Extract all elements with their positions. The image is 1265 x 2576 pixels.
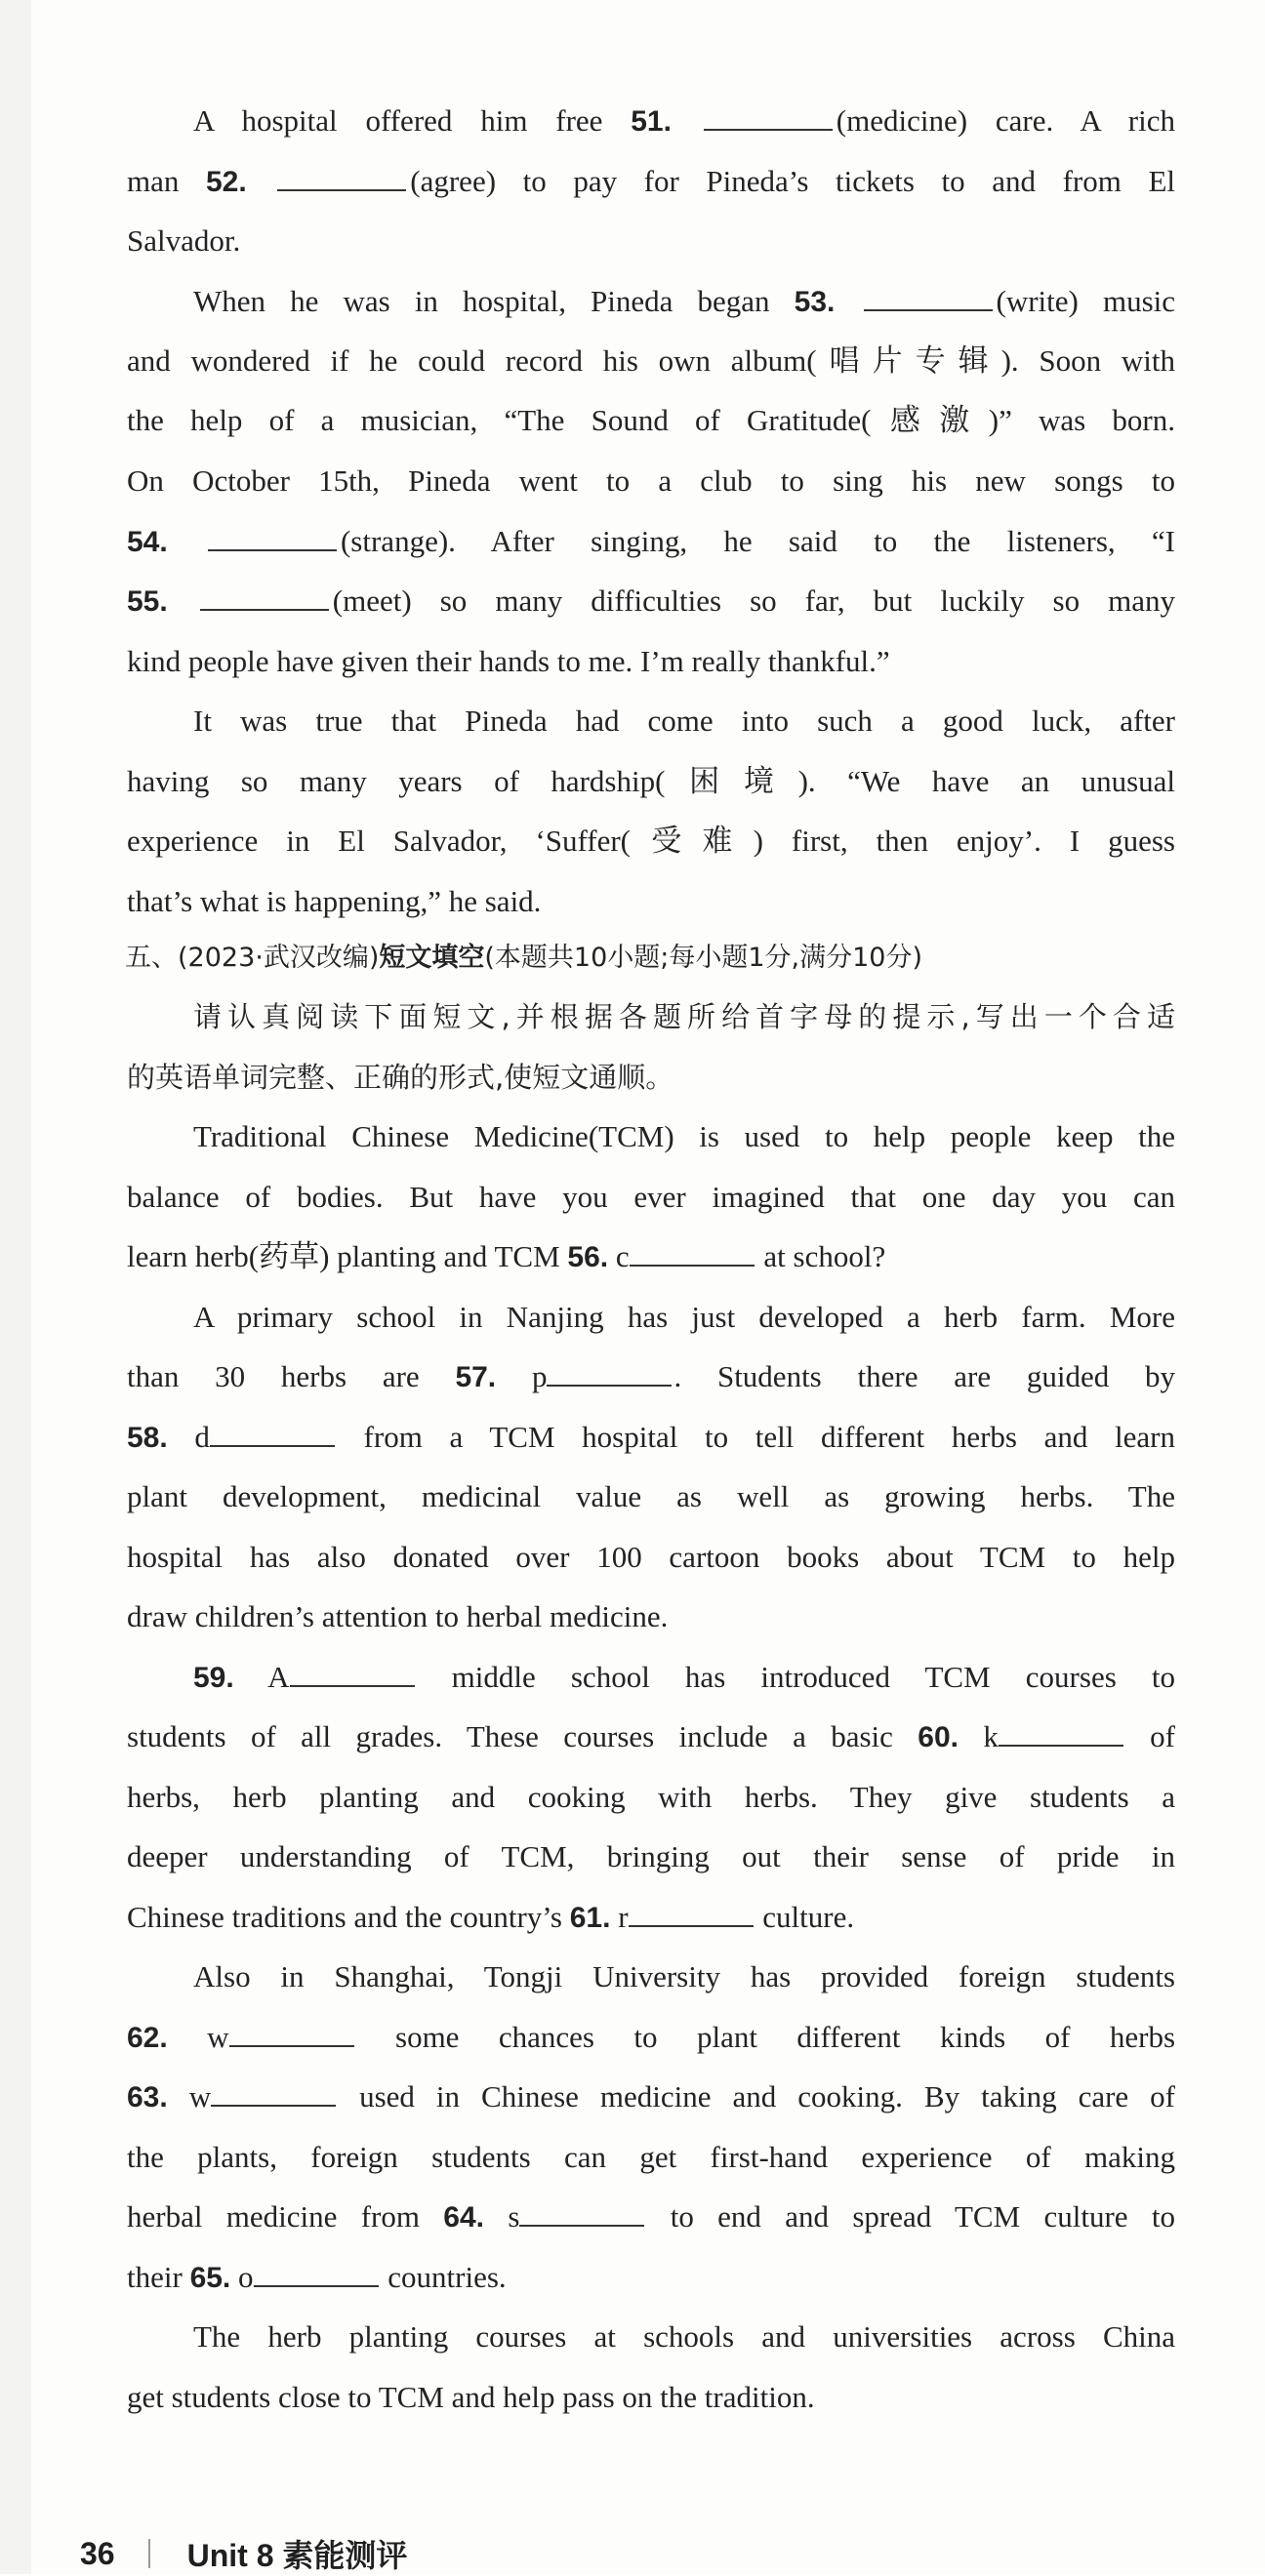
answer-blank[interactable] bbox=[229, 2018, 354, 2047]
text-line: herbal medicine from 64. s to end and spread TCM culture to bbox=[127, 2199, 1175, 2234]
answer-blank[interactable] bbox=[864, 282, 993, 311]
answer-blank[interactable] bbox=[629, 1898, 754, 1927]
text-line: that’s what is happening,” he said. bbox=[127, 884, 542, 918]
text-line: It was true that Pineda had come into such a good luck, after bbox=[193, 704, 1175, 738]
text-line: 63. w used in Chinese medicine and cooking. By taking care of bbox=[127, 2079, 1175, 2113]
section-header bbox=[125, 939, 922, 978]
text-line: On October 15th, Pineda went to a club to sing his new songs to bbox=[127, 463, 1175, 498]
unit-label: Unit 8 素能测评 bbox=[186, 2538, 408, 2573]
text-line: Also in Shanghai, Tongji University has provided foreign students bbox=[193, 1959, 1175, 1993]
answer-blank[interactable] bbox=[290, 1658, 415, 1687]
question-number: 62. bbox=[127, 2022, 168, 2054]
answer-blank[interactable] bbox=[210, 1418, 335, 1447]
answer-blank[interactable] bbox=[208, 522, 337, 551]
question-number: 59. bbox=[193, 1662, 234, 1694]
text-line: herbs, herb planting and cooking with herbs. They give students a bbox=[127, 1780, 1175, 1814]
text-line: Chinese traditions and the country’s 61. r culture. bbox=[127, 1900, 855, 1934]
page-edge-shadow bbox=[0, 0, 31, 2574]
text-line: experience in El Salvador, ‘Suffer(受难) first, then enjoy’. I guess bbox=[127, 824, 1175, 858]
question-number: 65. bbox=[189, 2262, 231, 2294]
question-number: 63. bbox=[127, 2081, 168, 2113]
question-number: 58. bbox=[127, 1422, 168, 1454]
footer-divider bbox=[148, 2539, 150, 2568]
question-number: 51. bbox=[631, 105, 672, 138]
section-title: 短文填空 bbox=[379, 943, 485, 973]
answer-blank[interactable] bbox=[211, 2077, 336, 2107]
question-number: 60. bbox=[918, 1721, 959, 1753]
answer-blank[interactable] bbox=[200, 582, 329, 611]
text-line: and wondered if he could record his own album(唱片专辑). Soon with bbox=[127, 343, 1175, 378]
text-line: the help of a musician, “The Sound of Gratitude(感激)” was born. bbox=[127, 403, 1175, 437]
question-number: 61. bbox=[569, 1902, 611, 1934]
question-number: 64. bbox=[443, 2201, 485, 2234]
text-line: deeper understanding of TCM, bringing out their sense of pride in bbox=[127, 1839, 1175, 1873]
text-line: Salvador. bbox=[127, 223, 241, 258]
text-line: than 30 herbs are 57. p . Students there are guided by bbox=[127, 1359, 1175, 1393]
text-line: students of all grades. These courses include a basic 60. k of bbox=[127, 1719, 1175, 1753]
answer-blank[interactable] bbox=[519, 2197, 644, 2227]
question-number: 56. bbox=[567, 1241, 609, 1273]
question-number: 57. bbox=[455, 1361, 497, 1393]
answer-blank[interactable] bbox=[547, 1357, 672, 1387]
text-line: A primary school in Nanjing has just developed a herb farm. More bbox=[193, 1300, 1175, 1334]
text-line: 62. w some chances to plant different kinds of herbs bbox=[127, 2020, 1176, 2054]
text-line: balance of bodies. But have you ever imagined that one day you can bbox=[127, 1180, 1175, 1214]
text-line: kind people have given their hands to me. I’m really thankful.” bbox=[127, 644, 890, 678]
text-line: learn herb(药草) planting and TCM 56. c at school? bbox=[127, 1239, 886, 1273]
text-line: 55. (meet) so many difficulties so far, but luckily so many bbox=[127, 584, 1176, 618]
section-source: (2023·武汉改编) bbox=[178, 943, 380, 973]
text-line: draw children’s attention to herbal medicine. bbox=[127, 1599, 669, 1633]
question-number: 54. bbox=[127, 526, 168, 558]
text-line: the plants, foreign students can get first-hand experience of making bbox=[127, 2140, 1175, 2174]
answer-blank[interactable] bbox=[999, 1717, 1123, 1747]
text-line: 58. d from a TCM hospital to tell different herbs and learn bbox=[127, 1420, 1176, 1454]
text-line: A hospital offered him free 51. (medicine) care. A rich bbox=[193, 103, 1175, 138]
text-line: 59. A middle school has introduced TCM courses to bbox=[193, 1660, 1176, 1694]
question-number: 53. bbox=[794, 286, 836, 318]
text-line: The herb planting courses at schools and universities across China bbox=[193, 2319, 1175, 2354]
question-number: 52. bbox=[205, 166, 247, 198]
text-line: man 52. (agree) to pay for Pineda’s tickets to and from El bbox=[127, 164, 1176, 198]
text-line: hospital has also donated over 100 cartoon books about TCM to help bbox=[127, 1540, 1175, 1574]
text-line: plant development, medicinal value as well as growing herbs. The bbox=[127, 1479, 1175, 1513]
instruction-line: 请认真阅读下面短文,并根据各题所给首字母的提示,写出一个合适 bbox=[193, 1000, 1175, 1033]
instruction-line: 的英语单词完整、正确的形式,使短文通顺。 bbox=[127, 1061, 674, 1094]
text-line: Traditional Chinese Medicine(TCM) is used to help people keep the bbox=[193, 1119, 1175, 1153]
text-line: having so many years of hardship(困境). “We have an unusual bbox=[127, 764, 1175, 798]
text-line: When he was in hospital, Pineda began 53. (write) music bbox=[193, 284, 1175, 318]
page-number: 36 bbox=[80, 2535, 115, 2571]
section-number: 五、 bbox=[125, 943, 178, 973]
question-number: 55. bbox=[127, 585, 168, 618]
answer-blank[interactable] bbox=[704, 101, 833, 131]
answer-blank[interactable] bbox=[630, 1237, 755, 1267]
text-line: their 65. o countries. bbox=[127, 2260, 507, 2294]
answer-blank[interactable] bbox=[277, 162, 406, 191]
text-line: get students close to TCM and help pass on the tradition. bbox=[127, 2380, 815, 2414]
page-footer bbox=[80, 2531, 407, 2576]
text-line: 54. (strange). After singing, he said to the listeners, “I bbox=[127, 524, 1175, 558]
section-scoring: (本题共10小题;每小题1分,满分10分) bbox=[484, 943, 923, 973]
answer-blank[interactable] bbox=[254, 2258, 379, 2287]
